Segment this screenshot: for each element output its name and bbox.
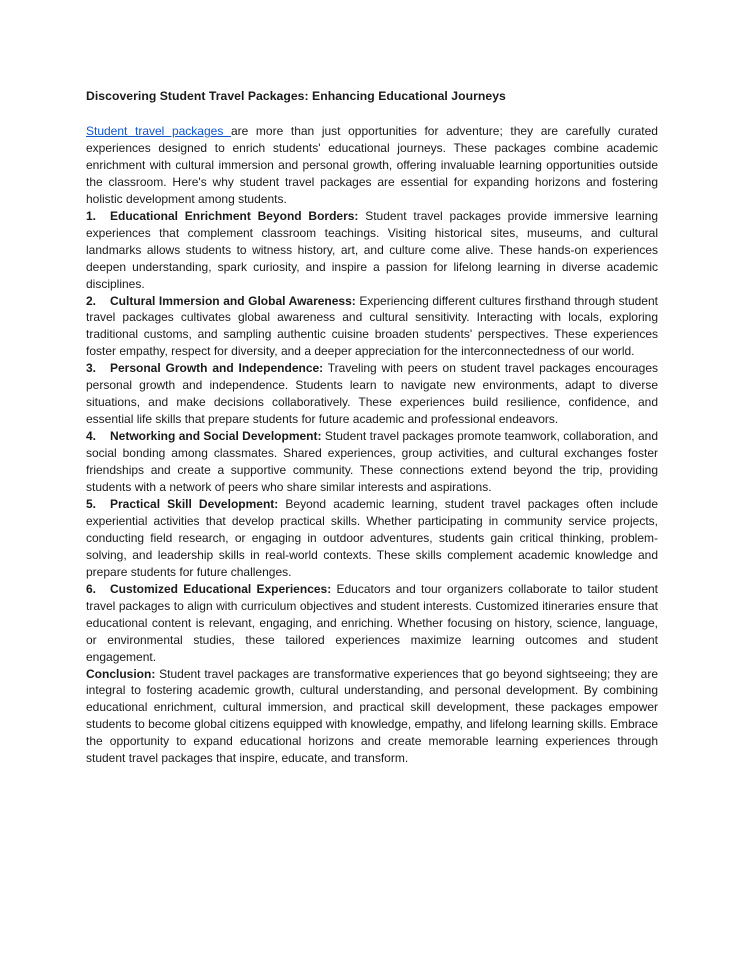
- section-text: Experiencing different cultures firsthand through student travel packages cultivates global awareness and cultural sensitivity. Interacting with locals, exploring traditional customs, and sampling authentic cuisine broaden students' perspectives. These experiences foster empathy, respect for diversity, and a deeper appreciation for the interconnectedness of our world.: [86, 293, 658, 359]
- section-number: 6.: [86, 581, 97, 596]
- section-4: [86, 428, 658, 496]
- section-heading: Cultural Immersion and Global Awareness:: [110, 293, 356, 308]
- intro-text: are more than just opportunities for adventure; they are carefully curated experiences designed to enrich students' educational journeys. These packages combine academic enrichment with cultural immersion and personal growth, offering invaluable learning opportunities outside the classroom. Here's why student travel packages are essential for expanding horizons and fostering holistic development among students.: [86, 124, 658, 206]
- conclusion-heading: Conclusion:: [86, 666, 156, 681]
- section-6: [86, 581, 658, 666]
- section-number: 1.: [86, 208, 97, 223]
- section-text: Beyond academic learning, student travel packages often include experiential activities that develop practical skills. Whether participating in community service projects, conducting field research, or engaging in outdoor adventures, students gain critical thinking, problem-solving, and leadership skills in real-world contexts. These skills complement academic knowledge and prepare students for future challenges.: [86, 496, 658, 579]
- section-3: [86, 360, 658, 428]
- document-body: [86, 123, 658, 767]
- intro-paragraph: [86, 123, 658, 208]
- section-text: Educators and tour organizers collaborate to tailor student travel packages to align with curriculum objectives and student interests. Customized itineraries ensure that educational content is relevant, engaging, and enriching. Whether focusing on history, science, language, or environmental studies, these tailored experiences maximize learning outcomes and student engagement.: [86, 581, 659, 664]
- section-heading: Customized Educational Experiences:: [110, 581, 332, 596]
- section-number: 2.: [86, 293, 97, 308]
- section-number: 5.: [86, 496, 97, 511]
- section-heading: Networking and Social Development:: [110, 429, 322, 444]
- section-5: [86, 496, 658, 581]
- section-heading: Personal Growth and Independence:: [110, 361, 324, 376]
- section-2: [86, 293, 658, 361]
- document-title: Discovering Student Travel Packages: Enhancing Educational Journeys: [86, 89, 506, 103]
- section-text: Student travel packages promote teamwork, collaboration, and social bonding among classmates. Shared experiences, group activities, and cultural exchanges foster friendships and create a supportive community. These connections extend beyond the trip, providing students with a network of peers who share similar interests and aspirations.: [86, 429, 659, 495]
- section-number: 3.: [86, 361, 97, 376]
- section-heading: Educational Enrichment Beyond Borders:: [110, 208, 359, 223]
- section-1: [86, 208, 658, 293]
- section-number: 4.: [86, 429, 97, 444]
- section-text: Traveling with peers on student travel packages encourages personal growth and independence. Students learn to navigate new environments, adapt to diverse situations, and make decisions collaboratively. These experiences build resilience, confidence, and essential life skills that prepare students for future academic and professional endeavors.: [86, 361, 658, 427]
- section-heading: Practical Skill Development:: [110, 496, 279, 511]
- student-travel-packages-link[interactable]: Student travel packages: [86, 124, 231, 138]
- conclusion-text: Student travel packages are transformative experiences that go beyond sightseeing; they are integral to fostering academic growth, cultural understanding, and personal development. By combining educational enrichment, cultural immersion, and practical skill development, these packages empower students to become global citizens equipped with knowledge, empathy, and lifelong learning skills. Embrace the opportunity to expand educational horizons and create memorable learning experiences through student travel packages that inspire, educate, and transform.: [86, 666, 658, 766]
- section-text: Student travel packages provide immersive learning experiences that complement classroom teachings. Visiting historical sites, museums, and cultural landmarks allows students to witness history, art, and culture come alive. These hands-on experiences deepen understanding, spark curiosity, and inspire a passion for lifelong learning in diverse academic disciplines.: [86, 208, 658, 291]
- conclusion-paragraph: [86, 666, 658, 768]
